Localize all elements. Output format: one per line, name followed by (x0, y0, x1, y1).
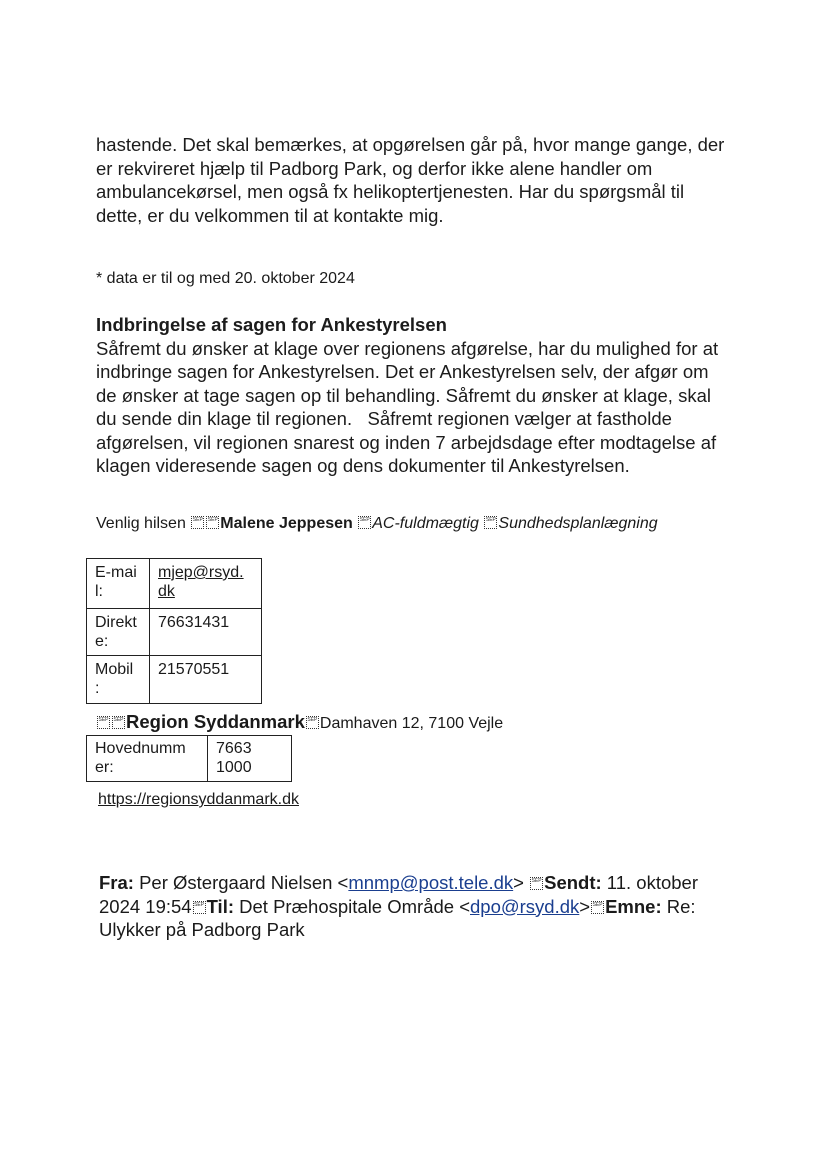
region-name: Region Syddanmark (126, 711, 305, 732)
separator-icon: SEP (206, 516, 219, 529)
signature-title: AC-fuldmægtig (372, 515, 479, 532)
separator-icon: SEP (306, 716, 319, 729)
sent-label: Sendt: (544, 872, 602, 893)
phone-value: 7663 1000 (208, 736, 292, 782)
region-website-link[interactable]: https://regionsyddanmark.dk (98, 791, 299, 808)
email-header-line (99, 871, 779, 895)
table-row (87, 736, 292, 782)
intro-line: ambulancekørsel, men også fx helikoptertjenesten. Har du spørgsmål til (96, 181, 685, 202)
contact-table (86, 558, 262, 704)
separator-icon: SEP (358, 516, 371, 529)
appeal-line: klagen videresende sagen og dens dokumenter til Ankestyrelsen. (96, 455, 630, 476)
from-email-link[interactable]: mnmp@post.tele.dk (348, 872, 514, 893)
table-row (87, 559, 262, 609)
contact-value-mobile: 21570551 (150, 656, 262, 704)
appeal-line: de ønsker at tage sagen op til behandling. Såfremt du ønsker at klage, skal (96, 384, 711, 406)
contact-value-email (150, 559, 262, 609)
sent-value: 11. oktober (601, 872, 699, 893)
to-name: Det Præhospitale Område < (234, 895, 470, 917)
contact-label-email: E-mai l: (87, 559, 150, 609)
subject-value-cont: Ulykker på Padborg Park (99, 919, 305, 940)
appeal-line: du sende din klage til regionen. Såfremt regionen vælger at fastholde (96, 408, 672, 429)
region-url-line (98, 790, 299, 810)
table-row (87, 609, 262, 656)
bracket: > (513, 872, 524, 893)
to-label: Til: (206, 895, 235, 917)
region-line (96, 711, 503, 735)
appeal-section (96, 313, 718, 478)
contact-value-direct: 76631431 (150, 609, 262, 656)
intro-paragraph (96, 133, 724, 227)
contact-label-mobile: Mobil : (87, 656, 150, 704)
intro-line: dette, er du velkommen til at kontakte mig. (96, 204, 444, 226)
from-name: Per Østergaard Nielsen < (133, 872, 349, 893)
appeal-line: indbringe sagen for Ankestyrelsen. Det er Ankestyrelsen selv, der afgør om (96, 361, 709, 382)
appeal-heading: Indbringelse af sagen for Ankestyrelsen (96, 314, 447, 335)
email-header-line (99, 918, 779, 942)
subject-value: Re: (661, 895, 696, 917)
signature-name: Malene Jeppesen (220, 515, 353, 532)
email-link[interactable]: mjep@rsyd. dk (158, 564, 244, 600)
email-header-line (99, 895, 779, 919)
appeal-line: afgørelsen, vil regionen snarest og inden 7 arbejdsdage efter modtagelse af (96, 431, 717, 453)
from-label: Fra: (99, 872, 134, 893)
phone-table (86, 735, 292, 782)
separator-icon: SEP (193, 901, 206, 914)
sent-value-time: 2024 19:54 (99, 895, 192, 917)
separator-icon: SEP (97, 716, 110, 729)
to-email-link[interactable]: dpo@rsyd.dk (470, 895, 580, 917)
email-header (99, 871, 779, 942)
signature-department: Sundhedsplanlægning (498, 515, 658, 532)
intro-line: er rekvireret hjælp til Padborg Park, og derfor ikke alene handler om (96, 157, 653, 179)
phone-label: Hovednumm er: (87, 736, 208, 782)
subject-label: Emne: (605, 895, 662, 917)
separator-icon: SEP (112, 716, 125, 729)
separator-icon: SEP (191, 516, 204, 529)
table-row (87, 656, 262, 704)
separator-icon: SEP (484, 516, 497, 529)
signature-line (96, 514, 658, 534)
bracket: > (579, 895, 591, 917)
intro-line: hastende. Det skal bemærkes, at opgørelsen går på, hvor mange gange, der (96, 134, 725, 155)
footnote: * data er til og med 20. oktober 2024 (96, 270, 355, 287)
region-address: Damhaven 12, 7100 Vejle (319, 715, 504, 732)
signature-greeting: Venlig hilsen (96, 515, 191, 532)
separator-icon: SEP (530, 877, 543, 890)
separator-icon: SEP (591, 901, 604, 914)
appeal-line: Såfremt du ønsker at klage over regionens afgørelse, har du mulighed for at (96, 337, 719, 359)
contact-label-direct: Direkt e: (87, 609, 150, 656)
